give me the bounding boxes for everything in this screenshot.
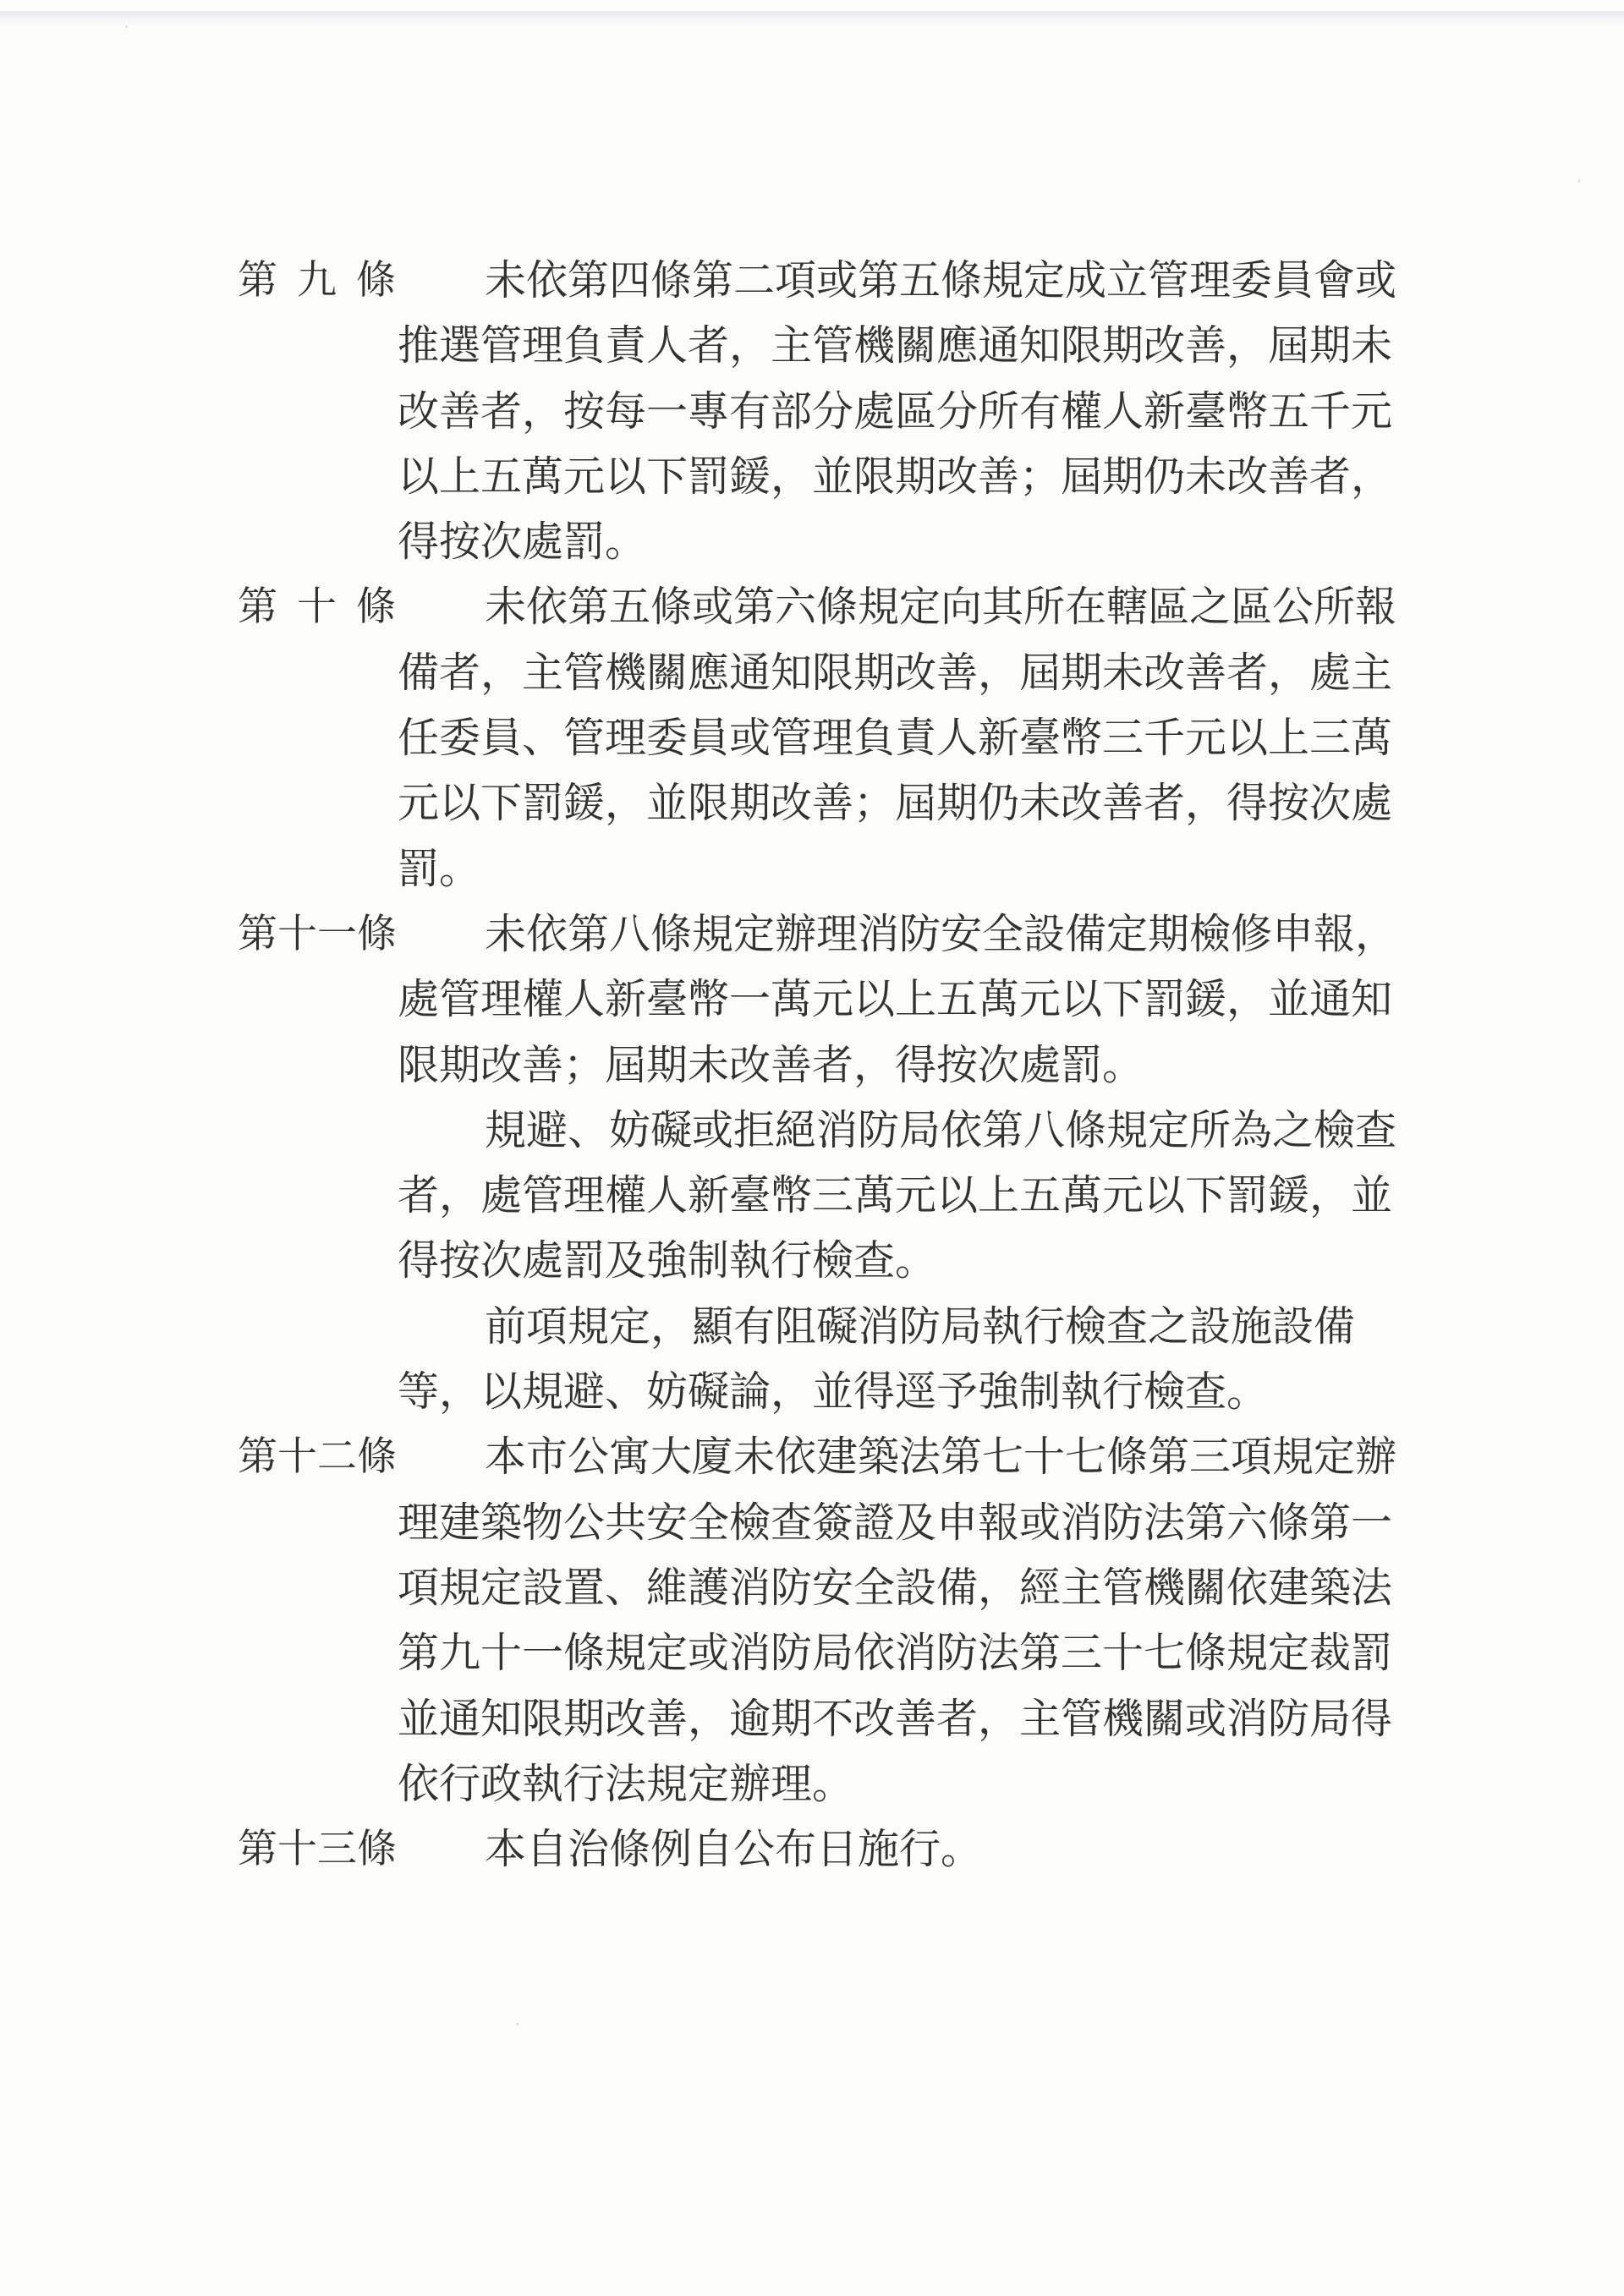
text-line bbox=[0, 1302, 1624, 1367]
line-text: 任委員、管理委員或管理負責人新臺幣三千元以上三萬 bbox=[398, 715, 1393, 762]
line-text: 等，以規避、妨礙論，並得逕予強制執行檢查。 bbox=[398, 1368, 1269, 1416]
line-text: 理建築物公共安全檢查簽證及申報或消防法第六條第一 bbox=[398, 1499, 1393, 1546]
line-text: 未依第八條規定辦理消防安全設備定期檢修申報， bbox=[485, 910, 1397, 957]
line-text: 得按次處罰及強制執行檢查。 bbox=[398, 1237, 937, 1285]
line-text: 改善者，按每一專有部分處區分所有權人新臺幣五千元 bbox=[398, 387, 1393, 435]
text-line bbox=[0, 714, 1624, 779]
article-number: 第九條 bbox=[238, 259, 396, 303]
text-line bbox=[0, 583, 1624, 648]
text-line bbox=[0, 452, 1624, 518]
line-text: 第九十一條規定或消防局依消防法第三十七條規定裁罰 bbox=[398, 1630, 1393, 1677]
scan-artifact-band bbox=[0, 11, 1624, 25]
line-text: 未依第四條第二項或第五條規定成立管理委員會或 bbox=[485, 257, 1397, 304]
line-text: 元以下罰鍰，並限期改善；屆期仍未改善者，得按次處 bbox=[398, 780, 1393, 827]
text-line bbox=[0, 1171, 1624, 1236]
text-line bbox=[0, 1041, 1624, 1106]
line-text: 並通知限期改善，逾期不改善者，主管機關或消防局得 bbox=[398, 1695, 1393, 1742]
text-line bbox=[0, 321, 1624, 386]
line-text: 者，處管理權人新臺幣三萬元以上五萬元以下罰鍰，並 bbox=[398, 1172, 1393, 1219]
article-number: 第十一條 bbox=[238, 912, 397, 956]
scan-speck bbox=[1578, 179, 1580, 183]
text-line bbox=[0, 1695, 1624, 1760]
text-line bbox=[0, 910, 1624, 975]
article-number: 第十條 bbox=[238, 585, 396, 630]
text-line bbox=[0, 1499, 1624, 1564]
line-text: 本市公寓大廈未依建築法第七十七條第三項規定辦 bbox=[485, 1433, 1397, 1481]
scan-speck bbox=[125, 25, 128, 28]
line-text: 備者，主管機關應通知限期改善，屆期未改善者，處主 bbox=[398, 649, 1393, 696]
line-text: 依行政執行法規定辦理。 bbox=[398, 1760, 854, 1807]
ordinance-text-block bbox=[0, 256, 1624, 1890]
article-number: 第十二條 bbox=[238, 1435, 397, 1480]
text-line bbox=[0, 518, 1624, 583]
text-line bbox=[0, 1825, 1624, 1890]
text-line bbox=[0, 387, 1624, 452]
text-line bbox=[0, 649, 1624, 714]
line-text: 限期改善；屆期未改善者，得按次處罰。 bbox=[398, 1041, 1144, 1088]
line-text: 推選管理負責人者，主管機關應通知限期改善，屆期未 bbox=[398, 322, 1393, 370]
line-text: 以上五萬元以下罰鍰，並限期改善；屆期仍未改善者， bbox=[398, 452, 1393, 500]
line-text: 得按次處罰。 bbox=[398, 518, 647, 566]
text-line bbox=[0, 845, 1624, 910]
line-text: 罰。 bbox=[398, 845, 481, 892]
text-line bbox=[0, 1564, 1624, 1629]
text-line bbox=[0, 1236, 1624, 1301]
line-text: 項規定設置、維護消防安全設備，經主管機關依建築法 bbox=[398, 1564, 1393, 1611]
text-line bbox=[0, 256, 1624, 321]
text-line bbox=[0, 1367, 1624, 1433]
text-line bbox=[0, 1760, 1624, 1825]
text-line bbox=[0, 779, 1624, 844]
text-line bbox=[0, 1106, 1624, 1171]
line-text: 規避、妨礙或拒絕消防局依第八條規定所為之檢查 bbox=[485, 1106, 1397, 1153]
line-text: 本自治條例自公布日施行。 bbox=[485, 1826, 983, 1873]
line-text: 未依第五條或第六條規定向其所在轄區之區公所報 bbox=[485, 584, 1397, 631]
line-text: 前項規定，顯有阻礙消防局執行檢查之設施設備 bbox=[485, 1302, 1356, 1350]
scan-speck bbox=[516, 2023, 518, 2025]
text-line bbox=[0, 975, 1624, 1040]
text-line bbox=[0, 1629, 1624, 1694]
line-text: 處管理權人新臺幣一萬元以上五萬元以下罰鍰，並通知 bbox=[398, 976, 1393, 1023]
text-line bbox=[0, 1433, 1624, 1498]
article-number: 第十三條 bbox=[238, 1827, 397, 1872]
